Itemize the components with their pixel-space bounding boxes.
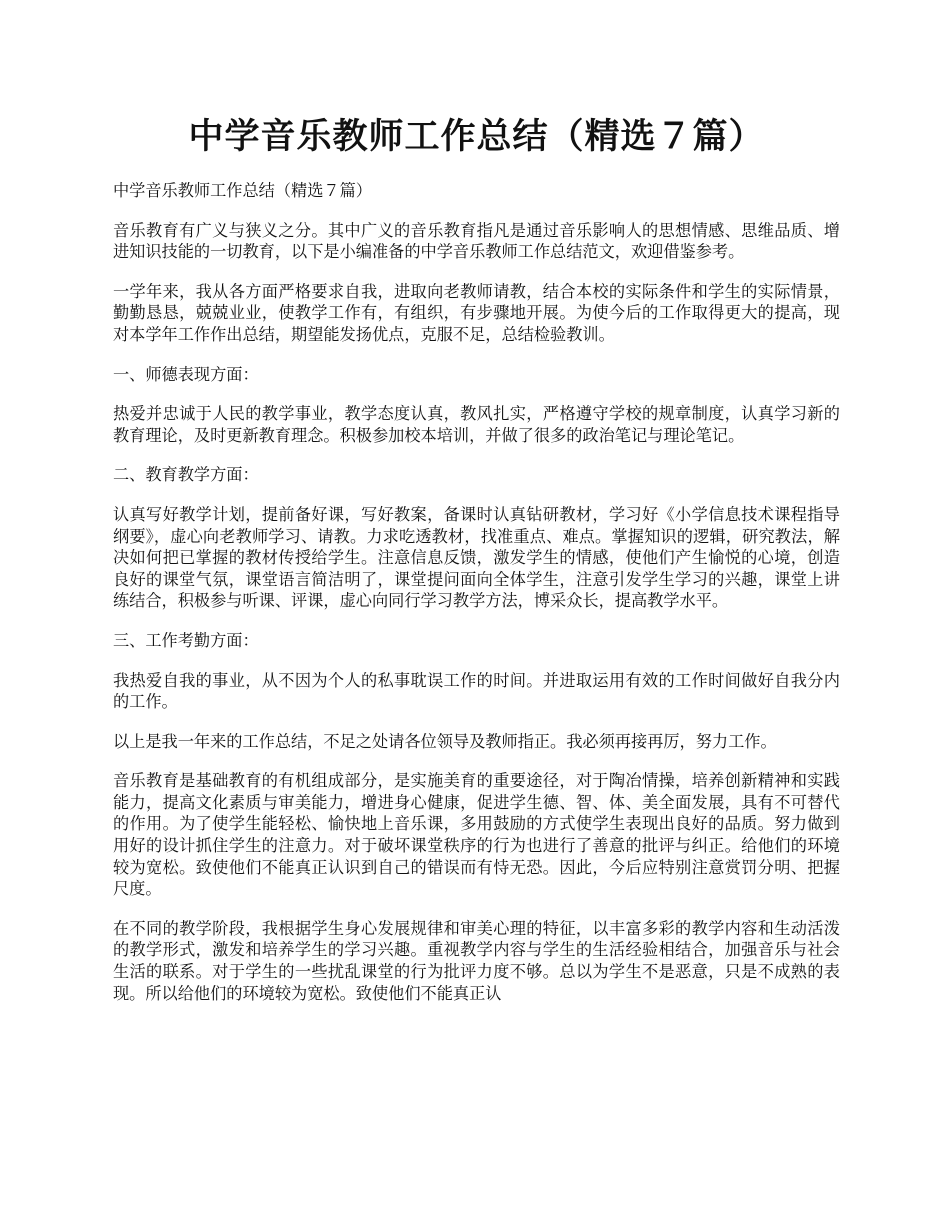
document-body (113, 180, 840, 1022)
section-heading-attendance: 三、工作考勤方面： (113, 630, 259, 650)
teaching-paragraph: 认真写好教学计划，提前备好课，写好教案，备课时认真钻研教材，学习好《小学信息技术课程指导纲要》，虚心向老教师学习、请教。力求吃透教材，找准重点、难点。掌握知识的逻辑，研究教法，解决如何把已掌握的教材传授给学生。注意信息反馈，激发学生的情感，使他们产生愉悦的心境，创造良好的课堂气氛，课堂语言简洁明了，课堂提问面向全体学生，注意引发学生学习的兴趣，课堂上讲练结合，积极参与听课、评课，虚心向同行学习教学方法，博采众长，提高教学水平。 (113, 504, 840, 611)
teaching-stages-paragraph: 在不同的教学阶段，我根据学生身心发展规律和审美心理的特征，以丰富多彩的教学内容和生动活泼的教学形式，激发和培养学生的学习兴趣。重视教学内容与学生的生活经验相结合，加强音乐与社会生活的联系。对于学生的一些扰乱课堂的行为批评力度不够。总以为学生不是恶意，只是不成熟的表现。所以给他们的环境较为宽松。致使他们不能真正认 (113, 918, 840, 1003)
conclusion-paragraph: 以上是我一年来的工作总结，不足之处请各位领导及教师指正。我必须再接再厉，努力工作。 (113, 731, 777, 751)
ethics-paragraph: 热爱并忠诚于人民的教学事业，教学态度认真，教风扎实，严格遵守学校的规章制度，认真学习新的教育理论，及时更新教育理念。积极参加校本培训，并做了很多的政治笔记与理论笔记。 (113, 404, 840, 445)
overview-paragraph: 一学年来，我从各方面严格要求自我，进取向老教师请教，结合本校的实际条件和学生的实际情景，勤勤恳恳，兢兢业业，使教学工作有，有组织，有步骤地开展。为使今后的工作取得更大的提高，现对本学年工作作出总结，期望能发扬优点，克服不足，总结检验教训。 (113, 281, 840, 344)
section-heading-ethics: 一、师德表现方面： (113, 364, 259, 384)
subtitle-paragraph: 中学音乐教师工作总结（精选７篇） (113, 181, 372, 200)
document-title: 中学音乐教师工作总结（精选７篇） (188, 116, 765, 157)
section-heading-teaching: 二、教育教学方面： (113, 465, 259, 485)
music-education-paragraph: 音乐教育是基础教育的有机组成部分，是实施美育的重要途径，对于陶冶情操，培养创新精神和实践能力，提高文化素质与审美能力，增进身心健康，促进学生德、智、体、美全面发展，具有不可替代的作用。为了使学生能轻松、愉快地上音乐课，多用鼓励的方式使学生表现出良好的品质。努力做到用好的设计抓住学生的注意力。对于破坏课堂秩序的行为也进行了善意的批评与纠正。给他们的环境较为宽松。致使他们不能真正认识到自己的错误而有恃无恐。因此，今后应特别注意赏罚分明、把握尺度。 (113, 771, 840, 899)
attendance-paragraph: 我热爱自我的事业，从不因为个人的私事耽误工作的时间。并进取运用有效的工作时间做好自我分内的工作。 (113, 670, 840, 712)
intro-paragraph: 音乐教育有广义与狭义之分。其中广义的音乐教育指凡是通过音乐影响人的思想情感、思维品质、增进知识技能的一切教育，以下是小编准备的中学音乐教师工作总结范文，欢迎借鉴参考。 (113, 220, 840, 262)
